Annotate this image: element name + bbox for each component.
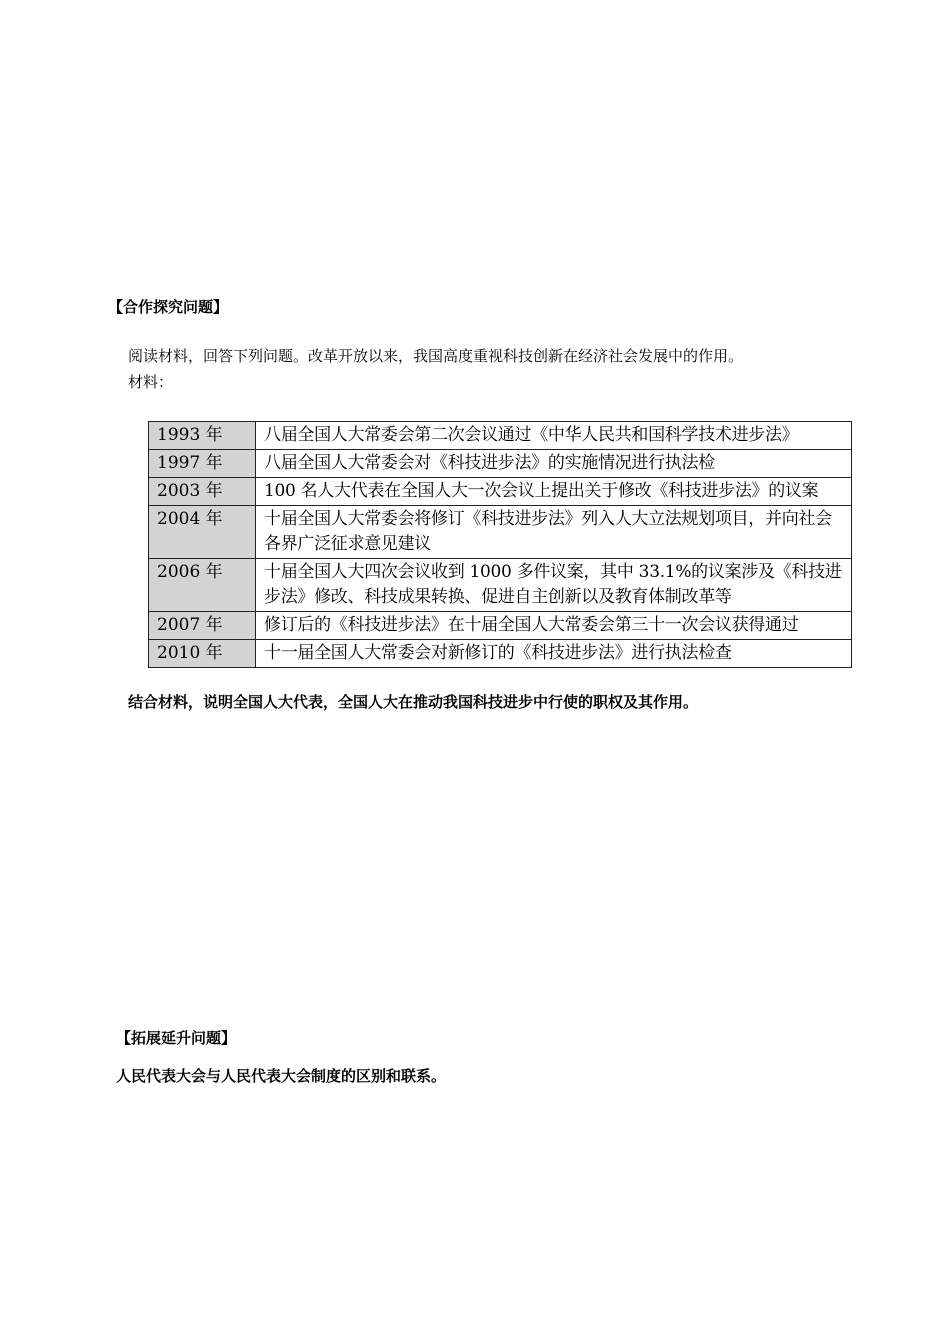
material-label: 材料： (128, 373, 174, 391)
table-row (149, 506, 852, 559)
material-table (148, 421, 852, 668)
extension-question: 人民代表大会与人民代表大会制度的区别和联系。 (116, 1067, 447, 1085)
event-cell: 100 名人大代表在全国人大一次会议上提出关于修改《科技进步法》的议案 (256, 478, 852, 506)
section-title-extension: 【拓展延升问题】 (116, 1029, 237, 1047)
year-cell: 2007 年 (149, 612, 256, 640)
section-title-cooperation: 【合作探究问题】 (108, 298, 229, 316)
year-cell: 1993 年 (149, 422, 256, 450)
table-row (149, 450, 852, 478)
table-row (149, 422, 852, 450)
table-row (149, 559, 852, 612)
event-cell: 八届全国人大常委会对《科技进步法》的实施情况进行执法检 (256, 450, 852, 478)
event-cell: 十届全国人大四次会议收到 1000 多件议案，其中 33.1%的议案涉及《科技进步法》修改、科技成果转换、促进自主创新以及教育体制改革等 (256, 559, 852, 612)
event-cell: 八届全国人大常委会第二次会议通过《中华人民共和国科学技术进步法》 (256, 422, 852, 450)
event-cell: 十一届全国人大常委会对新修订的《科技进步法》进行执法检查 (256, 640, 852, 668)
year-cell: 2006 年 (149, 559, 256, 612)
table-row (149, 478, 852, 506)
year-cell: 1997 年 (149, 450, 256, 478)
year-cell: 2003 年 (149, 478, 256, 506)
event-cell: 十届全国人大常委会将修订《科技进步法》列入人大立法规划项目，并向社会各界广泛征求意见建议 (256, 506, 852, 559)
year-cell: 2004 年 (149, 506, 256, 559)
event-cell: 修订后的《科技进步法》在十届全国人大常委会第三十一次会议获得通过 (256, 612, 852, 640)
year-cell: 2010 年 (149, 640, 256, 668)
question-text: 结合材料，说明全国人大代表，全国人大在推动我国科技进步中行使的职权及其作用。 (128, 693, 699, 711)
table-row (149, 612, 852, 640)
table-row (149, 640, 852, 668)
intro-paragraph: 阅读材料，回答下列问题。改革开放以来，我国高度重视科技创新在经济社会发展中的作用。 (128, 347, 744, 365)
